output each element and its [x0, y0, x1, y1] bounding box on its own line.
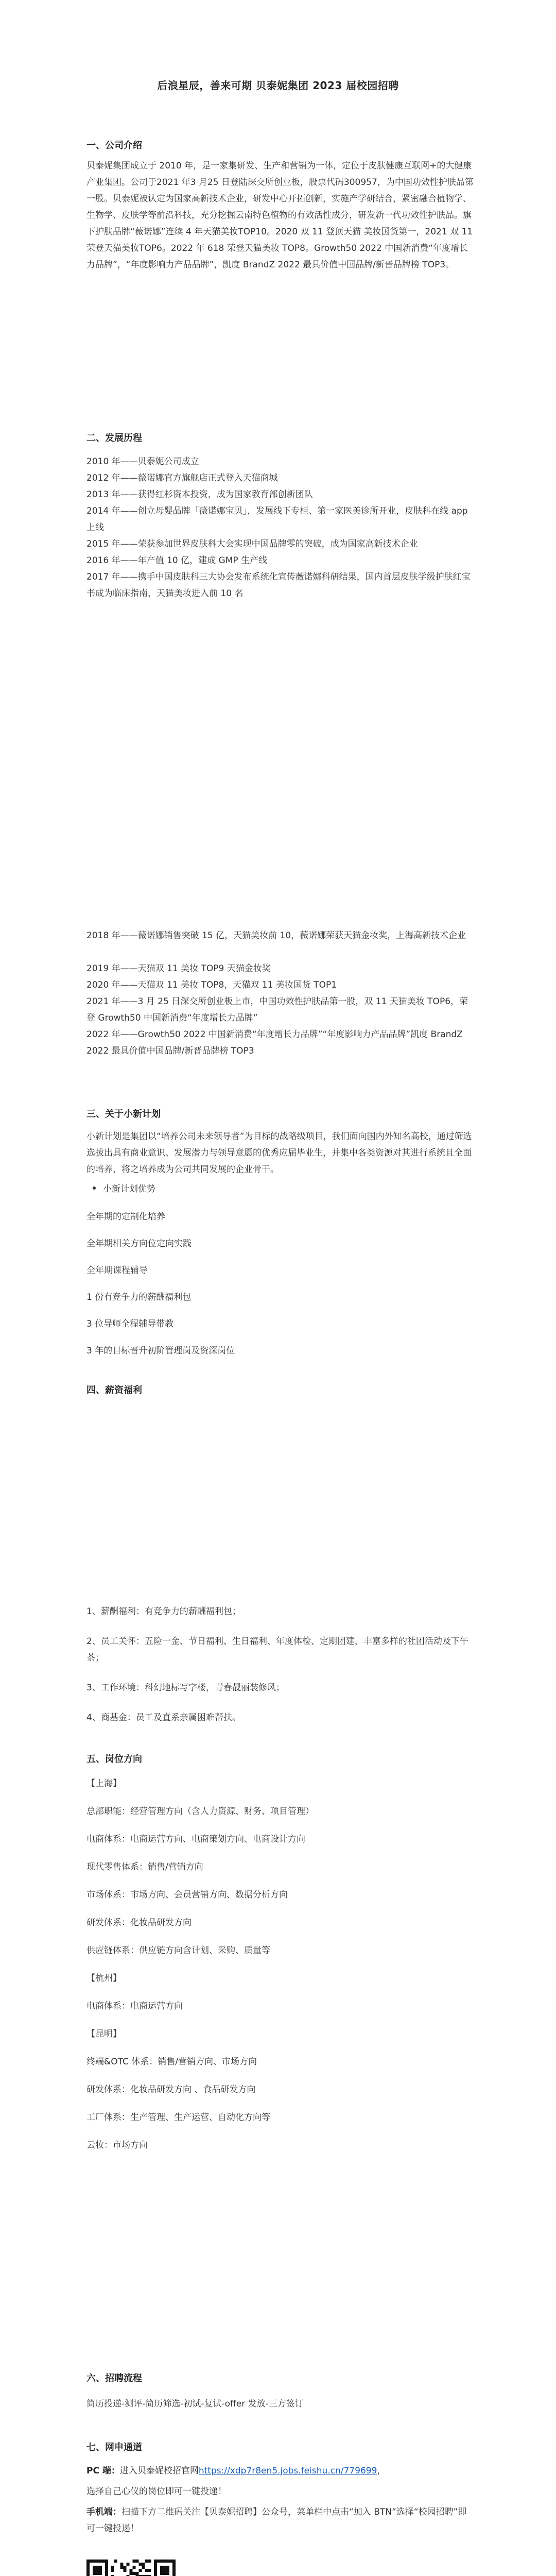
pc-apply-line: PC 端：进入贝泰妮校招官网https://xdp7r8en5.jobs.feishu.cn/779699， — [86, 2466, 386, 2476]
section-heading-apply: 七、网申通道 — [86, 2442, 142, 2453]
history-item — [86, 503, 474, 536]
history-text: 贝泰妮公司成立 — [137, 456, 199, 467]
bullet-dot-icon — [93, 1187, 96, 1190]
pc-apply-hint: 选择自己心仪的岗位即可一键投递！ — [86, 2486, 227, 2497]
process-steps: 简历投递-测评-简历筛选-初试-复试-offer 发放-三方签订 — [86, 2399, 304, 2409]
section-heading-benefits: 四、薪资福利 — [86, 1385, 142, 1396]
history-text: 天猫双 11 美妆 TOP9 天猫金妆奖 — [137, 963, 271, 974]
history-text: 获得红杉资本投资，成为国家教育部创新团队 — [137, 489, 313, 500]
history-year: 2019 年—— — [86, 963, 138, 974]
company-intro-paragraph: 贝泰妮集团成立于 2010 年，是一家集研发、生产和营销为一体，定位于皮肤健康互联网+的大健康产业集团。公司于2021 年3 月25 日登陆深交所创业板，股票代码300957，为中国功效性护肤品第一股。贝泰妮被认定为国家高新技术企业，研发中心开拓创新，实施产学研结合，紧密融合植物学、生物学、皮肤学等前沿科技，充分挖掘云南特色植物的有效活性成分，研发新一代功效性护肤品。旗下护肤品牌“薇诺娜”连续 4 年天猫美妆TOP10。2020 双 11 登顶天猫 美妆国货第一，2021 双 11 荣登天猫美妆TOP6。2022 年 618 荣登天猫美妆 TOP8。Growth50 2022 中国新消费“年度增长力品牌”，“年度影响力产品品牌”，凯度 BrandZ 2022 最具价值中国品牌/新晋品牌榜 TOP3。 — [86, 161, 474, 270]
history-year: 2018 年—— — [86, 930, 138, 941]
qr-code-image — [86, 2560, 176, 2576]
recruitment-site-link[interactable]: https://xdp7r8en5.jobs.feishu.cn/779699 — [198, 2466, 377, 2476]
program-bullet: 小新计划优势 — [93, 1181, 155, 1197]
section-heading-history: 二、发展历程 — [86, 433, 142, 444]
history-year: 2017 年—— — [86, 572, 138, 582]
history-year: 2012 年—— — [86, 473, 138, 483]
city-label: 【昆明】 — [86, 2029, 121, 2039]
position-line: 供应链体系：供应链方向含计划、采购、质量等 — [86, 1945, 270, 1956]
program-paragraph: 小新计划是集团以“培养公司未来领导者”为目标的战略级项目，我们面向国内外知名高校，通过筛选选拔出具有商业意识、发展潜力与领导意愿的优秀应届毕业生，并集中各类资源对其进行系统且全面的培养，将之培养成为公司共同发展的企业骨干。 — [86, 1131, 472, 1175]
history-item — [86, 453, 474, 470]
history-text: 创立母婴品牌「薇诺娜宝贝」，发展线下专柜、第一家医美诊所开业，皮肤科在线 app 上线 — [86, 506, 468, 533]
program-advantage: 3 年的目标晋升初阶管理岗及资深岗位 — [86, 1346, 235, 1356]
benefit-item: 2、员工关怀：五险一金、节日福利、生日福利、年度体检、定期团建，丰富多样的社团活动及下午茶； — [86, 1636, 468, 1663]
history-year: 2013 年—— — [86, 489, 138, 500]
program-advantage: 1 份有竞争力的薪酬福利包 — [86, 1292, 192, 1302]
city-label: 【上海】 — [86, 1778, 121, 1789]
history-year: 2021 年—— — [86, 996, 138, 1007]
position-line: 工厂体系：生产管理、生产运营、自动化方向等 — [86, 2112, 270, 2123]
history-year: 2010 年—— — [86, 456, 138, 467]
history-year: 2015 年—— — [86, 539, 138, 549]
history-text: 天猫双 11 美妆 TOP8，天猫双 11 美妆国货 TOP1 — [137, 980, 337, 990]
history-text: 年产值 10 亿，建成 GMP 生产线 — [137, 555, 268, 566]
mobile-apply-line: 手机端：扫描下方二维码关注【贝泰妮招聘】公众号，菜单栏中点击“加入 BTN”选择“校园招聘”即可一键投递！ — [86, 2507, 467, 2534]
history-year: 2014 年—— — [86, 506, 138, 516]
program-advantage: 全年期课程辅导 — [86, 1265, 148, 1276]
program-advantage: 全年期相关方向位定向实践 — [86, 1239, 192, 1249]
history-item — [86, 486, 474, 503]
history-year: 2020 年—— — [86, 980, 138, 990]
position-line: 云妆：市场方向 — [86, 2140, 148, 2150]
history-text: 携手中国皮肤科三大协会发布系统化宣传薇诺娜科研结果，国内首层皮肤学级护肤红宝书成为临床指南，天猫美妆进入前 10 名 — [86, 572, 471, 599]
benefit-item: 1、薪酬福利：有竞争力的薪酬福利包； — [86, 1606, 241, 1617]
mobile-label: 手机端： — [86, 2507, 121, 2517]
history-item — [86, 470, 474, 486]
position-line: 研发体系：化妆品研发方向 、食品研发方向 — [86, 2084, 256, 2095]
position-line: 电商体系：电商运营方向 — [86, 2001, 183, 2011]
history-year: 2022 年—— — [86, 1029, 138, 1040]
benefit-item: 4、商基金：员工及直系亲属困难帮扶。 — [86, 1713, 241, 1723]
history-text: Growth50 2022 中国新消费“年度增长力品牌”“年度影响力产品品牌”凯度 BrandZ 2022 最具价值中国品牌/新晋品牌榜 TOP3 — [86, 1029, 463, 1056]
history-item — [86, 960, 474, 977]
program-advantage: 3 位导师全程辅导带教 — [86, 1319, 174, 1329]
history-year: 2016 年—— — [86, 555, 138, 566]
history-item — [86, 569, 474, 602]
section-heading-process: 六、招聘流程 — [86, 2373, 142, 2384]
page-title: 后浪星辰，善来可期 贝泰妮集团 2023 届校园招聘 — [157, 79, 399, 92]
history-text: 薇诺娜销售突破 15 亿，天猫美妆前 10，薇诺娜荣获天猫金妆奖，上海高新技术企业 — [137, 930, 466, 941]
position-line: 研发体系：化妆品研发方向 — [86, 1918, 192, 1928]
history-item — [86, 536, 474, 552]
history-item — [86, 927, 474, 944]
position-line: 市场体系：市场方向、会员营销方向、数据分析方向 — [86, 1890, 288, 1900]
history-item — [86, 1026, 474, 1059]
city-label: 【杭州】 — [86, 1973, 121, 1984]
position-line: 现代零售体系：销售/营销方向 — [86, 1862, 203, 1872]
history-item — [86, 993, 474, 1026]
benefit-item: 3、工作环境：科幻地标写字楼，青春靓丽装修风； — [86, 1683, 285, 1693]
position-line: 总部职能：经营管理方向（含人力资源、财务、项目管理） — [86, 1806, 314, 1817]
pc-label: PC 端： — [86, 2466, 120, 2476]
position-line: 终端&OTC 体系：销售/营销方向、市场方向 — [86, 2057, 257, 2067]
history-item — [86, 552, 474, 569]
history-item — [86, 977, 474, 993]
program-advantage: 全年期的定制化培养 — [86, 1212, 165, 1222]
history-text: 薇诺娜官方旗舰店正式登入天猫商城 — [137, 473, 278, 483]
position-line: 电商体系：电商运营方向、电商策划方向、电商设计方向 — [86, 1834, 305, 1844]
history-text: 荣获参加世界皮肤科大会实现中国品牌零的突破，成为国家高新技术企业 — [137, 539, 418, 549]
section-heading-program: 三、关于小新计划 — [86, 1109, 161, 1120]
history-text: 3 月 25 日深交所创业板上市，中国功效性护肤品第一股，双 11 天猫美妆 TOP6，荣登 Growth50 中国新消费“年度增长力品牌” — [86, 996, 468, 1023]
section-heading-company-intro: 一、公司介绍 — [86, 140, 142, 151]
section-heading-positions: 五、岗位方向 — [86, 1754, 142, 1765]
